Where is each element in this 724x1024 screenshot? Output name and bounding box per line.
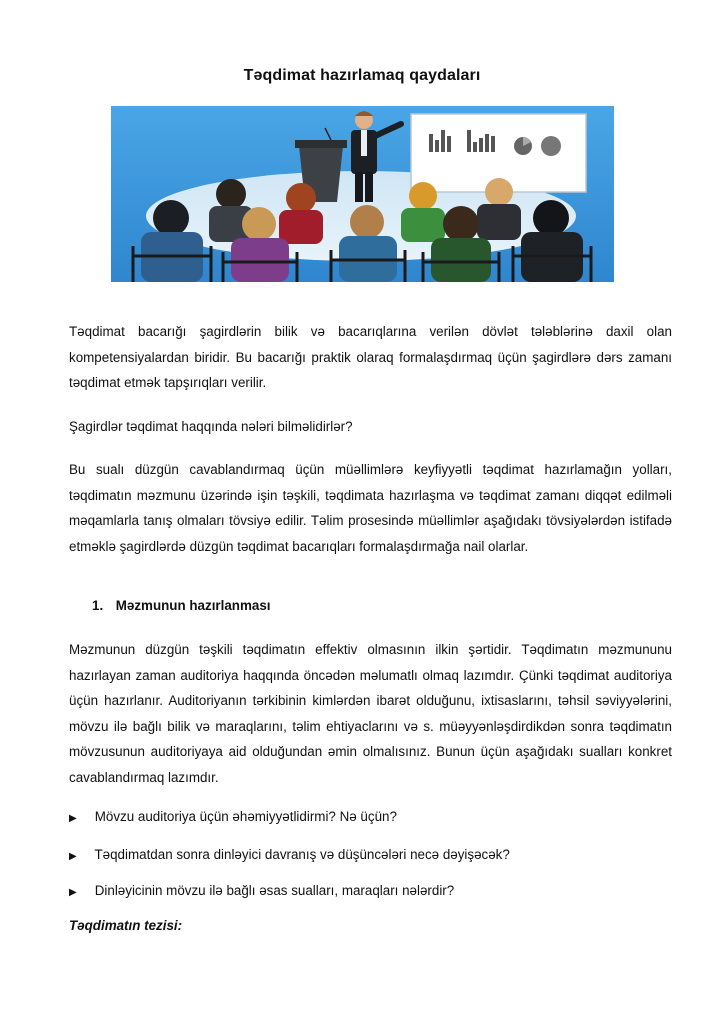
- section-number: 1.: [92, 598, 104, 613]
- intro-paragraph: Təqdimat bacarığı şagirdlərin bilik və bacarıqlarına verilən dövlət tələblərinə daxil olan kompetensiyalardan biridir. Bu bacarığı praktik olaraq formalaşdırmaq üçün şagirdlərə dərs zamanı təqdimat etmək tapşırıqları verilir.: [69, 324, 672, 390]
- list-item-text: Mövzu auditoriya üçün əhəmiyyətlidirmi? Nə üçün?: [94, 809, 397, 824]
- question-line: Şagirdlər təqdimat haqqında nələri bilməlidirlər?: [69, 419, 353, 434]
- tezis-label: Təqdimatın tezisi:: [69, 918, 183, 933]
- bullet-arrow-icon: ▶: [69, 813, 77, 824]
- list-item: [69, 845, 510, 867]
- list-item-text: Dinləyicinin mövzu ilə bağlı əsas sualları, maraqları nələrdir?: [94, 883, 455, 898]
- list-item: [69, 881, 454, 903]
- section-heading: [92, 598, 271, 613]
- bullet-arrow-icon: ▶: [69, 851, 77, 862]
- answer-paragraph: Bu sualı düzgün cavablandırmaq üçün müəllimlərə keyfiyyətli təqdimat hazırlamağın yolları, təqdimatın məzmunu üzərində işin təşkili, təqdimata hazırlaşma və təqdimat zamanı diqqət edilməli məqamlarla tanış olmaları tövsiyə edilir. Təlim prosesində müəllimlər aşağıdakı tövsiyələrdən istifadə etməklə şagirdlərdə düzgün təqdimat bacarıqları formalaşdırmağa nail olarlar.: [69, 462, 672, 554]
- content-paragraph: Məzmunun düzgün təşkili təqdimatın effektiv olmasının ilkin şərtidir. Təqdimatın məzmununu hazırlayan zaman auditoriya haqqında öncədən məlumatlı olmaq lazımdır. Çünki təqdimat auditoriya üçün hazırlanır. Auditoriyanın tərkibinin kimlərdən ibarət olduğunu, ixtisaslarını, təhsil səviyyələrini, mövzu ilə bağlı bilik və maraqlarını, təlim ehtiyaclarını və s. müəyyənləşdirdikdən sonra təqdimatın mövzusunun auditoriyaya aid olduğundan əmin olmalısınız. Bunun üçün aşağıdakı sualları konkret cavablandırmaq lazımdır.: [69, 642, 672, 785]
- list-item: [69, 807, 397, 829]
- section-title: Məzmunun hazırlanması: [115, 598, 271, 613]
- bullet-arrow-icon: ▶: [69, 887, 77, 898]
- document-title: Təqdimat hazırlamaq qaydaları: [243, 67, 481, 84]
- presentation-classroom-illustration: [111, 106, 614, 282]
- list-item-text: Təqdimatdan sonra dinləyici davranış və düşüncələri necə dəyişəcək?: [94, 847, 510, 862]
